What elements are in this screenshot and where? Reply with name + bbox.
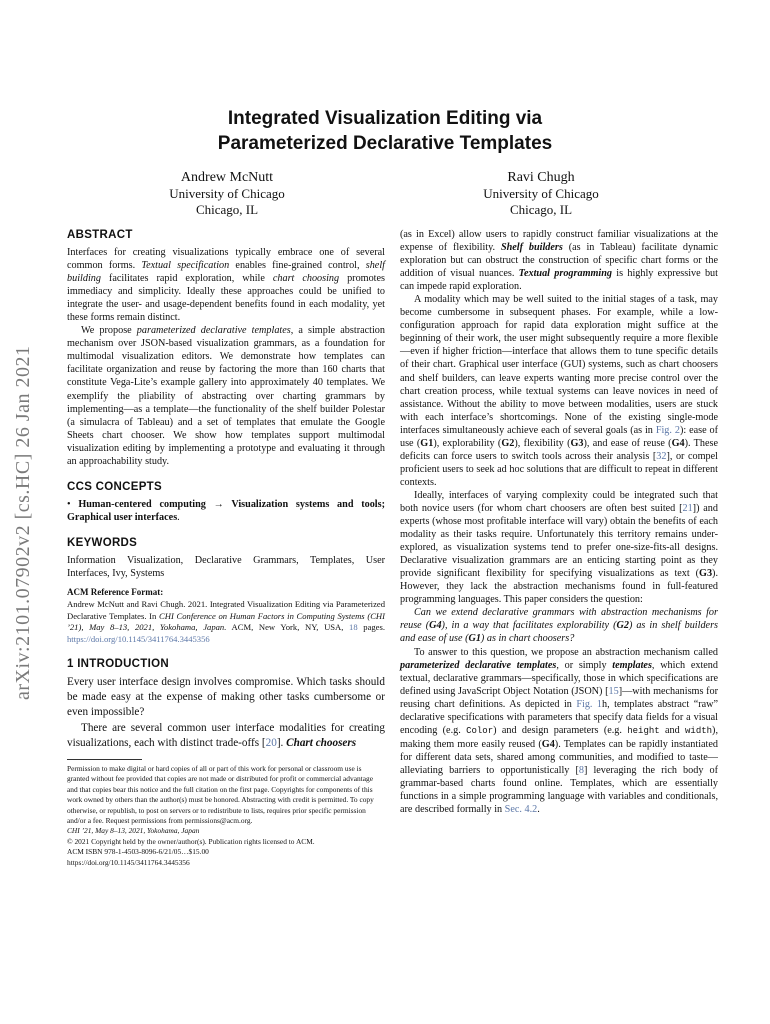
author-affiliation: University of Chicago [169,186,285,201]
research-question: Can we extend declarative grammars with abstraction mechanisms for reuse (G4), in a way that facilitates explorability (G2) as in shelf builders and ease of use (G1) as in chart choosers? [400,607,718,645]
abstract-paragraph-2: We propose parameterized declarative templates, a simple abstraction mechanism over JSON-based visualization grammars, as a foundation for multimodal visualization editors. We demonstrate how templates can facilitate organization and reuse by factoring the more than 160 charts that constitute Vega-Lite’s example gallery into approximately 40 templates. We exemplify the pliability of abstracting over charting grammars by implementing—as a template—the functionality of the shelf builder Polestar (a simulacra of Tableau) and a set of templates that emulate the Google Sheets chart chooser. We show how templates support multimodal visualization editing by implementing a prototype and evaluating it through an approachability study. [67,325,385,467]
ccs-heading: CCS CONCEPTS [67,480,162,493]
author-location: Chicago, IL [195,202,259,217]
keywords-heading: KEYWORDS [67,536,138,549]
footnote-rule [67,759,142,760]
author-block-2 [391,170,691,218]
citation-link[interactable]: 8 [578,764,584,776]
right-paragraph-4: To answer to this question, we propose an abstraction mechanism called parameterized declarative templates, or simply templates, which extend textual, declarative grammars—specifically, those in which specifications are defined using JavaScript Object Notation (JSON) [15]—with mechanisms for reusing chart definitions. As depicted in Fig. 1h, templates abstract “raw” declarative specifications with parameters that specify data fields for a visual encoding (e.g. Color) and design parameters (e.g. height and width), making them more easily reused (G4). Templates can be rapidly instantiated for different data sets, shared among communities, and modified to taste—alleviating barriers to opportunistically [8] leveraging the rich body of grammar-based charts found online. Templates, which are essentially functions in a simple programming language with variables and conditionals, are described formally in Sec. 4.2. [400,646,719,816]
author-affiliation: University of Chicago [483,186,599,201]
arxiv-stamp: arXiv:2101.07902v2 [cs.HC] 26 Jan 2021 [12,345,34,700]
permission-notice: Permission to make digital or hard copies of all or part of this work for personal or classroom use is granted without fee provided that copies are not made or distributed for profit or commercial advantage and that copies bear this notice and the full citation on the first page. Copyrights for components of this work owned by others than the author(s) must be honored. Abstracting with credit is permitted. To copy otherwise, or republish, to post on servers or to redistribute to lists, requires prior specific permission and/or a fee. Request permissions from permissions@acm.org. CHI ’21, May 8–13, 2021, Yokohama, Japan © 2021 Copyright held by the owner/author(s). Publication rights licensed to ACM. ACM ISBN 978-1-4503-8096-6/21/05…$15.00 https://doi.org/10.1145/3411764.3445356 [67,764,374,867]
author-block-1 [77,170,377,218]
abstract-heading: ABSTRACT [67,229,133,241]
citation-link[interactable]: 21 [682,502,693,514]
citation-link[interactable]: 20 [265,736,277,749]
right-paragraph-1: (as in Excel) allow users to rapidly construct familiar visualizations at the expense of flexibility. Shelf builders (as in Tableau) facilitate dynamic exploration but can obstruct the construction of specific chart forms or the addition of visual nuances. Textual programming is highly expressive but can impede rapid exploration. [400,229,718,293]
acm-reference-text: Andrew McNutt and Ravi Chugh. 2021. Integrated Visualization Editing via Parameterized Declarative Templates. In CHI Conference on Human Factors in Computing Systems (CHI ’21), May 8–13, 2021, Yokohama, Japan. ACM, New York, NY, USA, 18 pages. https://doi.org/10.1145/3411764.3445356 [67,599,385,644]
author-name: Ravi Chugh [507,170,575,185]
right-paragraph-3: Ideally, interfaces of varying complexity could be integrated such that both novice users (for whom chart choosers are often best suited [21]) and experts (whose most profitable interface will vary) obtain the benefits of each modality as their tasks require. Unfortunately this territory remains under-explored, as visualization systems tend to prefer one-size-fits-all designs. Declarative visualization grammars are an enticing starting point as they provide significant flexibility for specifying visualizations as text (G3). However, they lack the abstraction mechanisms found in full-featured programming languages. This paper considers the question: [400,489,718,606]
citation-link[interactable]: 32 [656,450,667,462]
right-column [400,228,718,816]
figure-link[interactable]: Fig. 2 [655,424,680,436]
citation-link[interactable]: 15 [608,685,619,697]
section-link[interactable]: Sec. 4.2 [504,804,538,816]
page-count-link[interactable]: 18 [349,622,358,633]
author-location: Chicago, IL [509,202,573,217]
right-paragraph-2: A modality which may be well suited to the initial stages of a task, may become cumbersome in subsequent phases. For example, while a low-configuration approach for rapid data exploration might suffice at the beginning of their work, the user might subsequently require a more flexible—even if higher friction—interface that allows them to tune specific details of their chart. Graphical user interface (GUI) systems, such as chart choosers and shelf builders, can leave experts wanting more precise control over the chart creation process, while textual systems can leave novices in need of assistance. Without the ability to move between modalities, users are stuck with each interface’s shortcomings. None of the existing single-mode interfaces simultaneously achieve each of several goals (as in Fig. 2): ease of use (G1), explorability (G2), flexibility (G3), and ease of reuse (G4). These deficits can force users to switch tools across their analysis [32], or compel proficient users to seek ad hoc solutions that are difficult to repeat in different contexts. [400,294,718,488]
doi-link[interactable]: https://doi.org/10.1145/3411764.3445356 [67,633,210,644]
left-column [67,228,385,868]
title-line-1: Integrated Visualization Editing via [227,108,543,129]
acm-reference-heading: ACM Reference Format: [67,586,164,597]
intro-paragraph-1: Every user interface design involves compromise. Which tasks should be made easy at the expense of making other tasks cumbersome or even impossible? [67,676,385,719]
paper-title [0,106,770,156]
title-line-2: Parameterized Declarative Templates [217,133,553,154]
intro-paragraph-2: There are several common user interface modalities for creating visualizations, each with distinct trade-offs [20]. Chart choosers [67,721,385,749]
ccs-text: • Human-centered computing → Visualization systems and tools; Graphical user interfaces. [67,498,385,523]
abstract-paragraph-1: Interfaces for creating visualizations typically embrace one of several common forms. Textual specification enables fine-grained control, shelf building facilitates rapid exploration, while chart choosing promotes immediacy and simplicity. Ideally these approaches could be unified to integrate the user- and usage-dependent benefits found in each modality, yet these forms remain distinct. [67,247,385,324]
author-name: Andrew McNutt [180,170,274,185]
figure-link[interactable]: Fig. 1 [576,698,603,710]
keywords-text: Information Visualization, Declarative Grammars, Templates, User Interfaces, Ivy, Systems [67,554,385,579]
introduction-heading: 1 INTRODUCTION [67,658,169,671]
